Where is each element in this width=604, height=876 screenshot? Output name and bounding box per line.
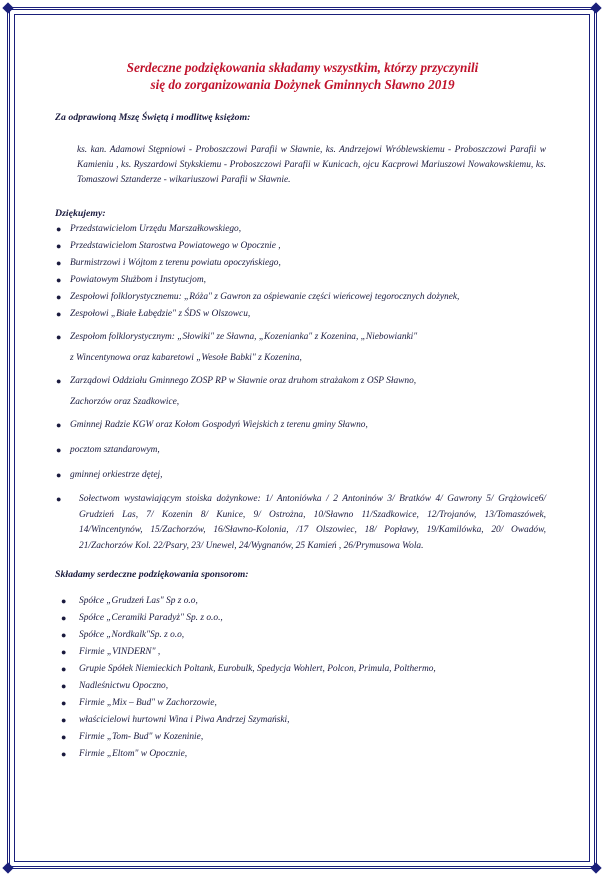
page-title xyxy=(55,59,550,93)
bullet-dot-icon: ● xyxy=(61,749,67,759)
list-item-text: Przedstawicielom Starostwa Powiatowego w Opocznie , xyxy=(70,241,281,251)
list-item xyxy=(55,663,550,676)
bullet-dot-icon: ● xyxy=(56,275,62,285)
list-item xyxy=(55,419,550,432)
list-item xyxy=(55,595,550,608)
list-item-text: Zespołowi folklorystycznemu: „Róża" z Gawron za ośpiewanie części wieńcowej tegorocznych dożynek, xyxy=(70,292,460,302)
bullet-dot-icon: ● xyxy=(61,732,67,742)
list-item xyxy=(55,646,550,659)
bullet-dot-icon: ● xyxy=(61,681,67,691)
list-item xyxy=(55,223,550,236)
list-item xyxy=(55,375,550,409)
list-item-text: pocztom sztandarowym, xyxy=(70,445,160,455)
list-item-continuation: z Wincentynowa oraz kabaretowi „Wesołe Babki" z Kozenina, xyxy=(70,353,302,363)
bullet-dot-icon: ● xyxy=(56,332,62,342)
list-item-text: Burmistrzowi i Wójtom z terenu powiatu opoczyńskiego, xyxy=(70,258,281,268)
list-item-text: Zarządowi Oddziału Gminnego ZOSP RP w Sławnie oraz druhom strażakom z OSP Sławno, xyxy=(70,376,417,386)
list-item xyxy=(55,469,550,482)
list-item xyxy=(55,291,550,304)
list-item xyxy=(55,680,550,693)
bullet-dot-icon: ● xyxy=(61,596,67,606)
list-item xyxy=(55,274,550,287)
bullet-dot-icon: ● xyxy=(56,292,62,302)
list-item-text: Przedstawicielom Urzędu Marszałkowskiego, xyxy=(70,224,242,234)
list-item-text: Sołectwom wystawiającym stoiska dożynkowe: 1/ Antoniówka / 2 Antoninów 3/ Bratków 4/ Gawrony 5/ Grążowice6/ Grudzień Las, 7/ Kozenin 8/ Kunice, 9/ Ostrożna, 10/Sławno 11/Szadkowice, 12/Trojanów, 13/Tomaszówek, 14/Wincentynów, 15/Zachorzów, 16/Sławno-Kolonia, /17 Olszowiec, 18/ Popławy, 19/Kamilówka, 20/ Owadów, 21/Zachorzów Kol. 22/Psary, 23/ Unewel, 24/Wygnanów, 25 Kamień , 26/Prymusowa Wola. xyxy=(79,494,546,551)
mass-text: ks. kan. Adamowi Stępniowi - Proboszczowi Parafii w Sławnie, ks. Andrzejowi Wróblewskiemu - Proboszczowi Parafii w Kamieniu , ks. Ryszardowi Stykskiemu - Proboszczowi Parafii w Kunicach, ojcu Kacprowi Mariuszowi Nowakowskiemu, ks. Tomaszowi Sztanderze - wikariuszowi Parafii w Sławnie. xyxy=(77,145,546,185)
list-item xyxy=(55,612,550,625)
list-item-text: Powiatowym Służbom i Instytucjom, xyxy=(70,275,206,285)
list-item-text: Spółce „Grudzeń Las" Sp z o.o, xyxy=(79,596,198,606)
list-item-text: Nadleśnictwu Opoczno, xyxy=(79,681,169,691)
bullet-dot-icon: ● xyxy=(56,445,62,455)
bullet-dot-icon: ● xyxy=(56,241,62,251)
list-item xyxy=(55,731,550,744)
list-item xyxy=(55,714,550,727)
list-item xyxy=(55,444,550,457)
bullet-dot-icon: ● xyxy=(56,224,62,234)
title-line-2: się do zorganizowania Dożynek Gminnych Sławno 2019 xyxy=(150,77,455,92)
sponsors-list xyxy=(55,595,550,761)
list-item-text: Spółce „Nordkalk"Sp. z o.o, xyxy=(79,630,185,640)
list-item xyxy=(55,240,550,253)
document-body xyxy=(55,55,550,761)
list-item-text: Spółce „Ceramiki Paradyż" Sp. z o.o., xyxy=(79,613,223,623)
list-item xyxy=(55,697,550,710)
list-item xyxy=(55,492,550,554)
list-item xyxy=(55,257,550,270)
list-item-text: Firmie „Mix – Bud" w Zachorzowie, xyxy=(79,698,217,708)
title-line-1: Serdeczne podziękowania składamy wszystkim, którzy przyczynili xyxy=(126,60,479,75)
bullet-dot-icon: ● xyxy=(56,376,62,386)
list-item-text: Zespołowi „Białe Łabędzie" z ŚDS w Olszowcu, xyxy=(70,309,251,319)
list-item-text: Firmie „Tom- Bud" w Kozeninie, xyxy=(79,732,204,742)
bullet-dot-icon: ● xyxy=(61,698,67,708)
list-item xyxy=(55,748,550,761)
list-item xyxy=(55,308,550,321)
list-item-text: gminnej orkiestrze dętej, xyxy=(70,470,163,480)
list-item-text: Zespołom folklorystycznym: „Słowiki" ze Sławna, „Kozenianka" z Kozenina, „Niebowianki" xyxy=(70,332,418,342)
list-item-text: Firmie „Eltom" w Opocznie, xyxy=(79,749,188,759)
list-item xyxy=(55,629,550,642)
list-item-text: Grupie Spółek Niemieckich Poltank, Eurobulk, Spedycja Wohlert, Polcon, Primula, Polthermo, xyxy=(79,664,436,674)
list-item-text: Firmie „VINDERN" , xyxy=(79,647,161,657)
sponsors-heading: Składamy serdeczne podziękowania sponsorom: xyxy=(55,569,249,580)
list-item-text: Gminnej Radzie KGW oraz Kołom Gospodyń Wiejskich z terenu gminy Sławno, xyxy=(70,420,368,430)
mass-heading: Za odprawioną Mszę Świętą i modlitwę księżom: xyxy=(55,112,251,123)
thanks-list xyxy=(55,223,550,554)
bullet-dot-icon: ● xyxy=(56,258,62,268)
bullet-dot-icon: ● xyxy=(56,420,62,430)
list-item xyxy=(55,331,550,365)
bullet-dot-icon: ● xyxy=(61,630,67,640)
bullet-dot-icon: ● xyxy=(61,715,67,725)
bullet-dot-icon: ● xyxy=(61,613,67,623)
bullet-dot-icon: ● xyxy=(56,470,62,480)
bullet-dot-icon: ● xyxy=(56,309,62,319)
bullet-dot-icon: ● xyxy=(61,664,67,674)
list-item-text: właścicielowi hurtowni Wina i Piwa Andrzej Szymański, xyxy=(79,715,290,725)
thanks-heading: Dziękujemy: xyxy=(55,208,106,219)
bullet-dot-icon: ● xyxy=(61,647,67,657)
bullet-dot-icon: ● xyxy=(56,494,62,504)
list-item-continuation: Zachorzów oraz Szadkowice, xyxy=(70,397,180,407)
